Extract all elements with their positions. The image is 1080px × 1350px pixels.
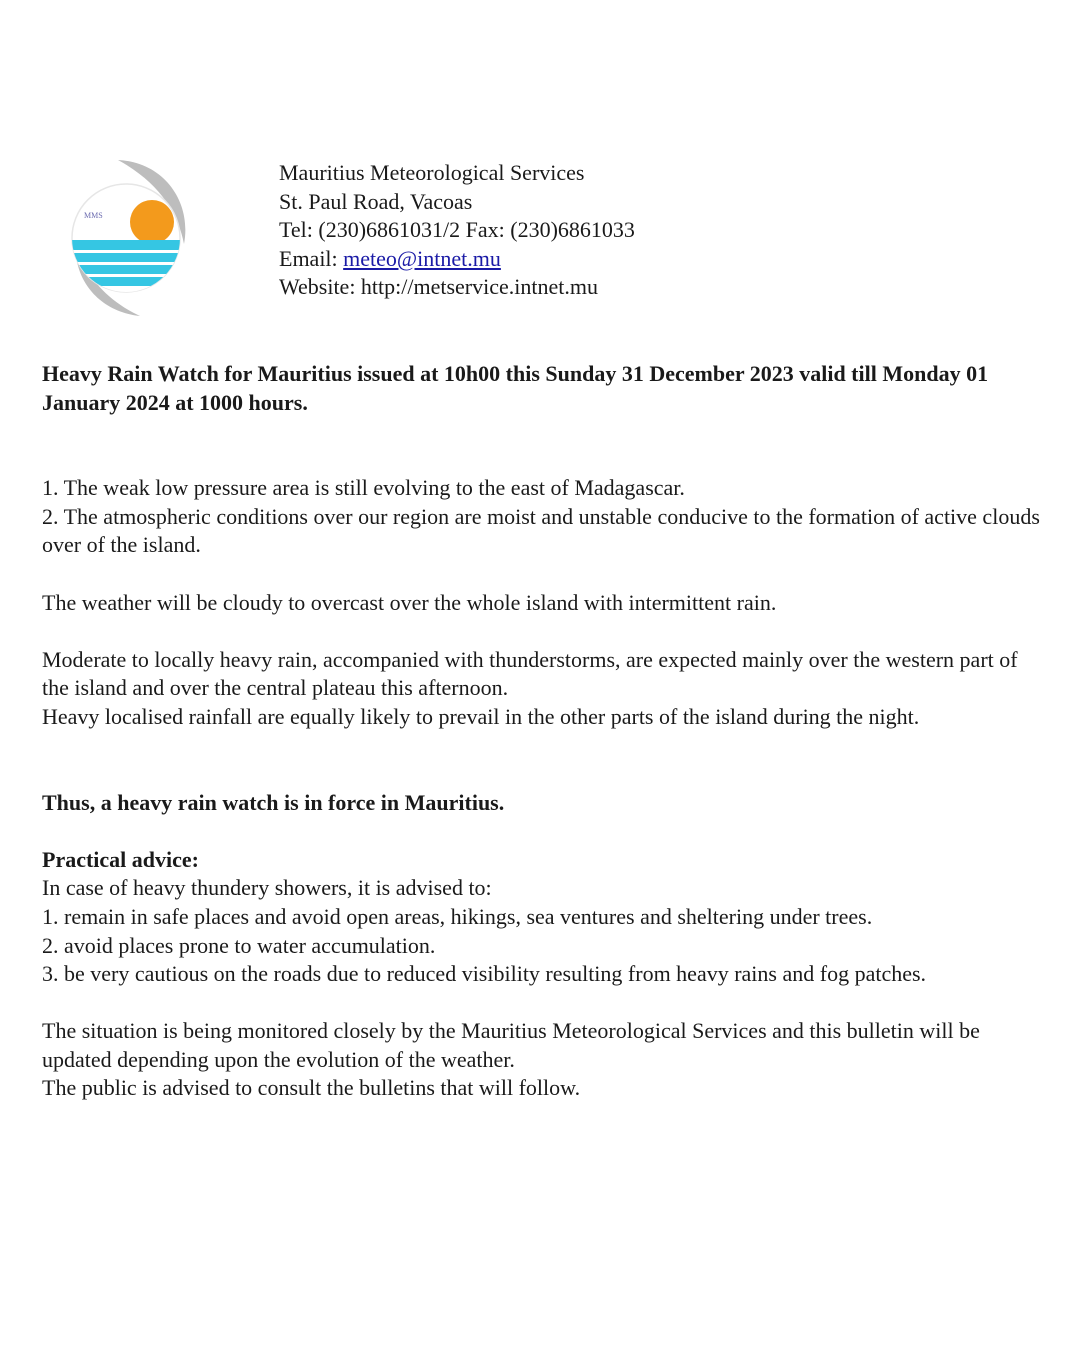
- tel-fax: Tel: (230)6861031/2 Fax: (230)6861033: [279, 217, 635, 243]
- advice-item-1: 1. remain in safe places and avoid open areas, hikings, sea ventures and sheltering under trees.: [42, 903, 873, 929]
- email-link[interactable]: meteo@intnet.mu: [343, 245, 501, 271]
- logo-sun: [130, 200, 174, 244]
- logo-sea: [66, 240, 194, 300]
- email-line: [279, 245, 635, 274]
- situation-point-2: 2. The atmospheric conditions over our region are moist and unstable conducive to the formation of active clouds over of the island.: [42, 503, 1040, 558]
- weather-forecast: The weather will be cloudy to overcast over the whole island with intermittent rain.: [42, 589, 777, 615]
- mms-logo: [66, 152, 194, 322]
- rain-forecast-afternoon: Moderate to locally heavy rain, accompanied with thunderstorms, are expected mainly over the western part of the island and over the central plateau this afternoon.: [42, 646, 1018, 701]
- watch-statement: Thus, a heavy rain watch is in force in Mauritius.: [42, 789, 505, 815]
- advice-intro: In case of heavy thundery showers, it is advised to:: [42, 875, 492, 901]
- advice-item-2: 2. avoid places prone to water accumulation.: [42, 932, 436, 958]
- email-label: Email:: [279, 245, 344, 271]
- closing-advice: The public is advised to consult the bulletins that will follow.: [42, 1075, 581, 1101]
- situation-point-1: 1. The weak low pressure area is still evolving to the east of Madagascar.: [42, 475, 685, 501]
- advice-item-3: 3. be very cautious on the roads due to reduced visibility resulting from heavy rains and fog patches.: [42, 961, 927, 987]
- website: Website: http://metservice.intnet.mu: [279, 274, 598, 300]
- bulletin-title: Heavy Rain Watch for Mauritius issued at 10h00 this Sunday 31 December 2023 valid till Monday 01 January 2024 at 1000 hours.: [42, 361, 989, 415]
- address: St. Paul Road, Vacoas: [279, 188, 473, 214]
- logo-text: MMS: [84, 211, 103, 220]
- bulletin-body: [42, 360, 1042, 1103]
- advice-heading: Practical advice:: [42, 846, 199, 872]
- org-name: Mauritius Meteorological Services: [279, 160, 585, 185]
- contact-header: [279, 159, 635, 302]
- closing-monitoring: The situation is being monitored closely by the Mauritius Meteorological Services and this bulletin will be updated depending upon the evolution of the weather.: [42, 1018, 980, 1072]
- rain-forecast-night: Heavy localised rainfall are equally likely to prevail in the other parts of the island during the night.: [42, 703, 920, 729]
